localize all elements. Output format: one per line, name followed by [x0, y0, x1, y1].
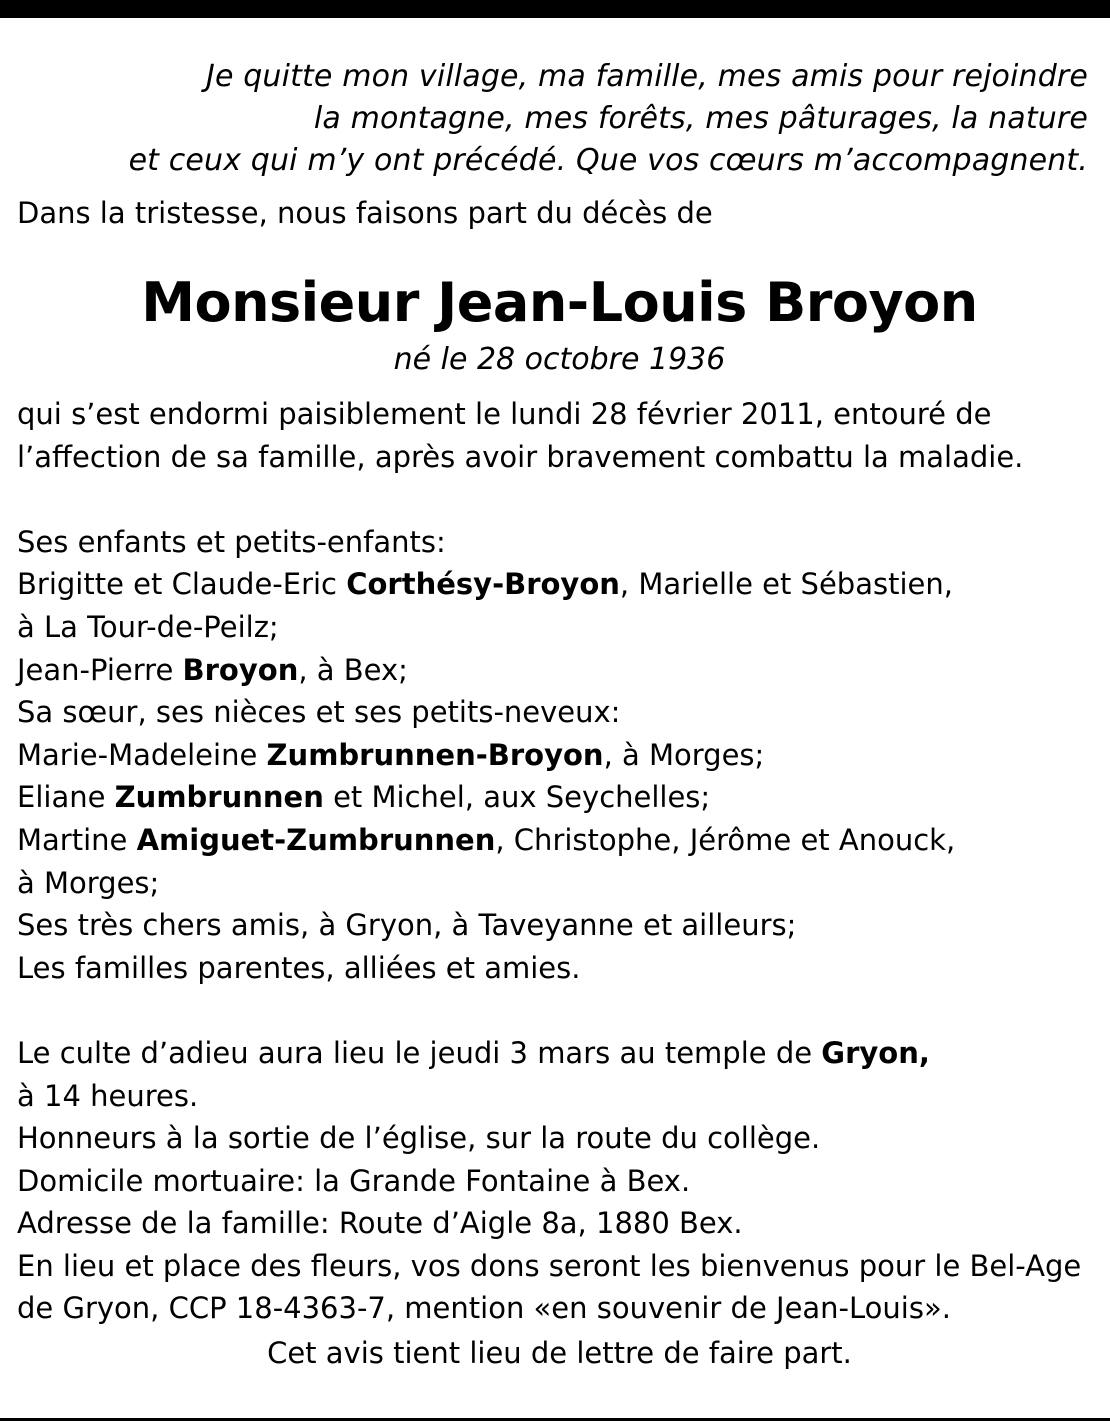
family-address-line: Adresse de la famille: Route d’Aigle 8a, 1880 Bex. — [17, 1206, 743, 1241]
poem-line: et ceux qui m’y ont précédé. Que vos cœurs m’accompagnent. — [128, 143, 1088, 178]
friends-line: Ses très chers amis, à Gryon, à Taveyanne et ailleurs; — [17, 908, 797, 943]
birth-date: né le 28 octobre 1936 — [393, 342, 726, 377]
entry-detail: et Michel, aux Seychelles; — [323, 780, 711, 815]
family-member-entry — [17, 563, 1102, 606]
given-names: Brigitte et Claude-Eric — [17, 567, 347, 602]
poem-line: Je quitte mon village, ma famille, mes amis pour rejoindre — [205, 59, 1088, 94]
honours-line: Honneurs à la sortie de l’église, sur la route du collège. — [17, 1121, 821, 1156]
family-member-location: à La Tour-de-Peilz; — [17, 609, 279, 644]
ceremony-place: Gryon, — [821, 1035, 930, 1070]
entry-detail: , Christophe, Jérôme et Anouck, — [495, 822, 956, 857]
ceremony-text: Le culte d’adieu aura lieu le jeudi 3 mars au temple de — [17, 1035, 822, 1070]
family-surname: Zumbrunnen — [114, 780, 324, 815]
family-surname: Corthésy-Broyon — [346, 567, 620, 602]
blank-line — [17, 989, 1102, 1032]
given-names: Eliane — [17, 780, 115, 815]
family-surname: Amiguet-Zumbrunnen — [136, 822, 496, 857]
ceremony-line — [17, 1032, 1102, 1075]
family-surname: Broyon — [182, 652, 299, 687]
closing-note: Cet avis tient lieu de lettre de faire part. — [267, 1336, 852, 1371]
children-heading: Ses enfants et petits-enfants: — [17, 524, 446, 559]
top-border-rule — [0, 0, 1110, 18]
death-notice-line: qui s’est endormi paisiblement le lundi 28 février 2011, entouré de — [17, 397, 992, 431]
poem-line: la montagne, mes forêts, mes pâturages, la nature — [313, 101, 1088, 136]
entry-detail: , à Morges; — [603, 737, 765, 772]
epigraph-poem — [17, 56, 1102, 182]
bottom-border-rule — [0, 1418, 1110, 1421]
blank-line — [17, 478, 1102, 521]
death-notice-line: l’affection de sa famille, après avoir bravement combattu la maladie. — [17, 439, 1024, 474]
family-member-entry — [17, 819, 1102, 862]
entry-detail: , à Bex; — [298, 652, 408, 687]
family-member-location: à Morges; — [17, 865, 160, 900]
entry-detail: , Marielle et Sébastien, — [619, 567, 953, 602]
donation-line: de Gryon, CCP 18-4363-7, mention «en souvenir de Jean-Louis». — [17, 1291, 951, 1326]
domicile-line: Domicile mortuaire: la Grande Fontaine à Bex. — [17, 1163, 691, 1198]
donation-line: En lieu et place des fleurs, vos dons seront les bienvenus pour le Bel-Age — [17, 1248, 1082, 1283]
deceased-name: Monsieur Jean-Louis Broyon — [141, 271, 978, 334]
intro-text: Dans la tristesse, nous faisons part du décès de — [17, 196, 713, 230]
obituary-notice — [17, 56, 1102, 1374]
given-names: Jean-Pierre — [17, 652, 183, 687]
given-names: Martine — [17, 822, 137, 857]
family-surname: Zumbrunnen-Broyon — [266, 737, 604, 772]
notice-body — [17, 393, 1102, 1330]
relatives-line: Les familles parentes, alliées et amies. — [17, 950, 581, 985]
family-member-entry — [17, 734, 1102, 777]
family-member-entry — [17, 776, 1102, 819]
given-names: Marie-Madeleine — [17, 737, 267, 772]
family-member-entry — [17, 649, 1102, 692]
ceremony-time: à 14 heures. — [17, 1078, 199, 1113]
sister-heading: Sa sœur, ses nièces et ses petits-neveux: — [17, 695, 621, 730]
